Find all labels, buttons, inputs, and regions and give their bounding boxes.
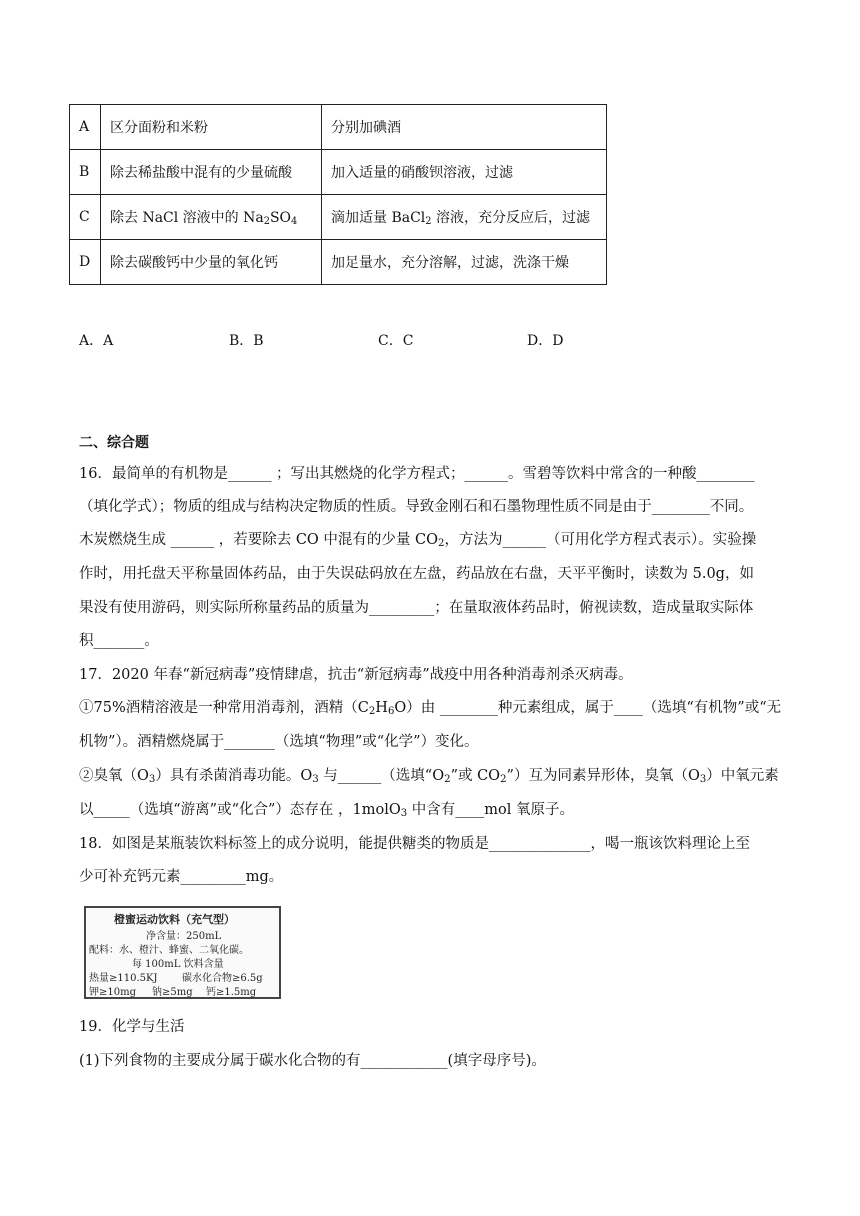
choice-b: B．B xyxy=(229,333,264,349)
choice-c: C．C xyxy=(378,333,414,349)
q17-line: 机物”）。酒精燃烧属于_______（选填“物理”或“化学”）变化。 xyxy=(79,734,479,750)
label-ingredients: 配料：水、橙汁、蜂蜜、二氧化碳。 xyxy=(89,945,249,956)
q16-line: 16．最简单的有机物是______ ；写出其燃烧的化学方程式；______。雪碧等饮料中常含的一种酸________ xyxy=(79,466,755,482)
label-volume: 净含量：250mL xyxy=(146,931,222,942)
q18-line: 18．如图是某瓶装饮料标签上的成分说明，能提供糖类的物质是______________，喝一瓶该饮料理论上至 xyxy=(79,836,750,852)
q18-line: 少可补充钙元素_________mg。 xyxy=(79,869,284,885)
label-energy: 热量≥110.5KJ xyxy=(89,973,158,984)
row-letter: C xyxy=(70,195,101,240)
row-method: 加入适量的硝酸钡溶液，过滤 xyxy=(322,150,607,195)
row-purpose: 除去碳酸钙中少量的氧化钙 xyxy=(101,240,322,285)
row-purpose: 区分面粉和米粉 xyxy=(101,105,322,150)
drink-label-image xyxy=(84,906,281,999)
label-per: 每 100mL 饮料含量 xyxy=(132,959,224,970)
choice-a: A．A xyxy=(79,333,114,349)
q16-line: 作时，用托盘天平称量固体药品，由于失误砝码放在左盘，药品放在右盘，天平平衡时，读数为 5.0g，如 xyxy=(79,566,754,582)
q17-line: 17．2020 年春“新冠病毒”疫情肆虐，抗击“新冠病毒”战疫中用各种消毒剂杀灭病毒。 xyxy=(79,667,633,683)
q17-line: ①75%酒精溶液是一种常用消毒剂，酒精$(C_2H_6O)$由 ________种元素组成，属于____（选填“有机物”或“无 xyxy=(79,700,782,717)
row-method: 分别加碘酒 xyxy=(322,105,607,150)
table-row xyxy=(70,105,607,150)
q17-line: 以_____（选填“游离”或“化合”）态存在 ，1molO$_3$ 中含有____mol 氧原子。 xyxy=(79,802,575,819)
row-purpose: 除去稀盐酸中混有的少量硫酸 xyxy=(101,150,322,195)
row-letter: A xyxy=(70,105,101,150)
label-sodium: 钠≥5mg xyxy=(152,987,193,998)
q19-line: 19．化学与生活 xyxy=(79,1019,185,1035)
options-table xyxy=(69,104,607,285)
row-letter: B xyxy=(70,150,101,195)
row-letter: D xyxy=(70,240,101,285)
choice-d: D．D xyxy=(527,333,564,349)
row-method: 滴加适量 BaCl$_2$ 溶液，充分反应后，过滤 xyxy=(322,195,607,240)
row-method: 加足量水，充分溶解，过滤，洗涤干燥 xyxy=(322,240,607,285)
section-title: 二、综合题 xyxy=(79,435,149,451)
row-purpose: 除去 NaCl 溶液中的 $Na_2SO_4$ xyxy=(101,195,322,240)
q16-line: 木炭燃烧生成 ______ ，若要除去 CO 中混有的少量 $CO_2$，方法为______（可用化学方程式表示）。实验操 xyxy=(79,532,757,549)
label-calcium: 钙≥1.5mg xyxy=(206,987,257,998)
q17-line: ②臭氧$(O_3)$具有杀菌消毒功能。$O_3$ 与______（选填“$O_2$”或 $CO_2$”）互为同素异形体，臭氧$(O_3)$中氧元素 xyxy=(79,768,779,785)
table-row xyxy=(70,240,607,285)
q16-line: 积_______。 xyxy=(79,633,159,649)
label-carbs: 碳水化合物≥6.5g xyxy=(182,973,263,984)
q19-line: (1)下列食物的主要成分属于碳水化合物的有____________(填字母序号)。 xyxy=(79,1053,546,1069)
label-potassium: 钾≥10mg xyxy=(89,987,136,998)
table-row xyxy=(70,150,607,195)
q16-line: （填化学式）；物质的组成与结构决定物质的性质。导致金刚石和石墨物理性质不同是由于________不同。 xyxy=(79,499,754,515)
table-row xyxy=(70,195,607,240)
label-title: 橙蜜运动饮料（充气型） xyxy=(114,913,235,926)
q16-line: 果没有使用游码，则实际所称量药品的质量为_________；在量取液体药品时，俯视读数，造成量取实际体 xyxy=(79,600,754,616)
